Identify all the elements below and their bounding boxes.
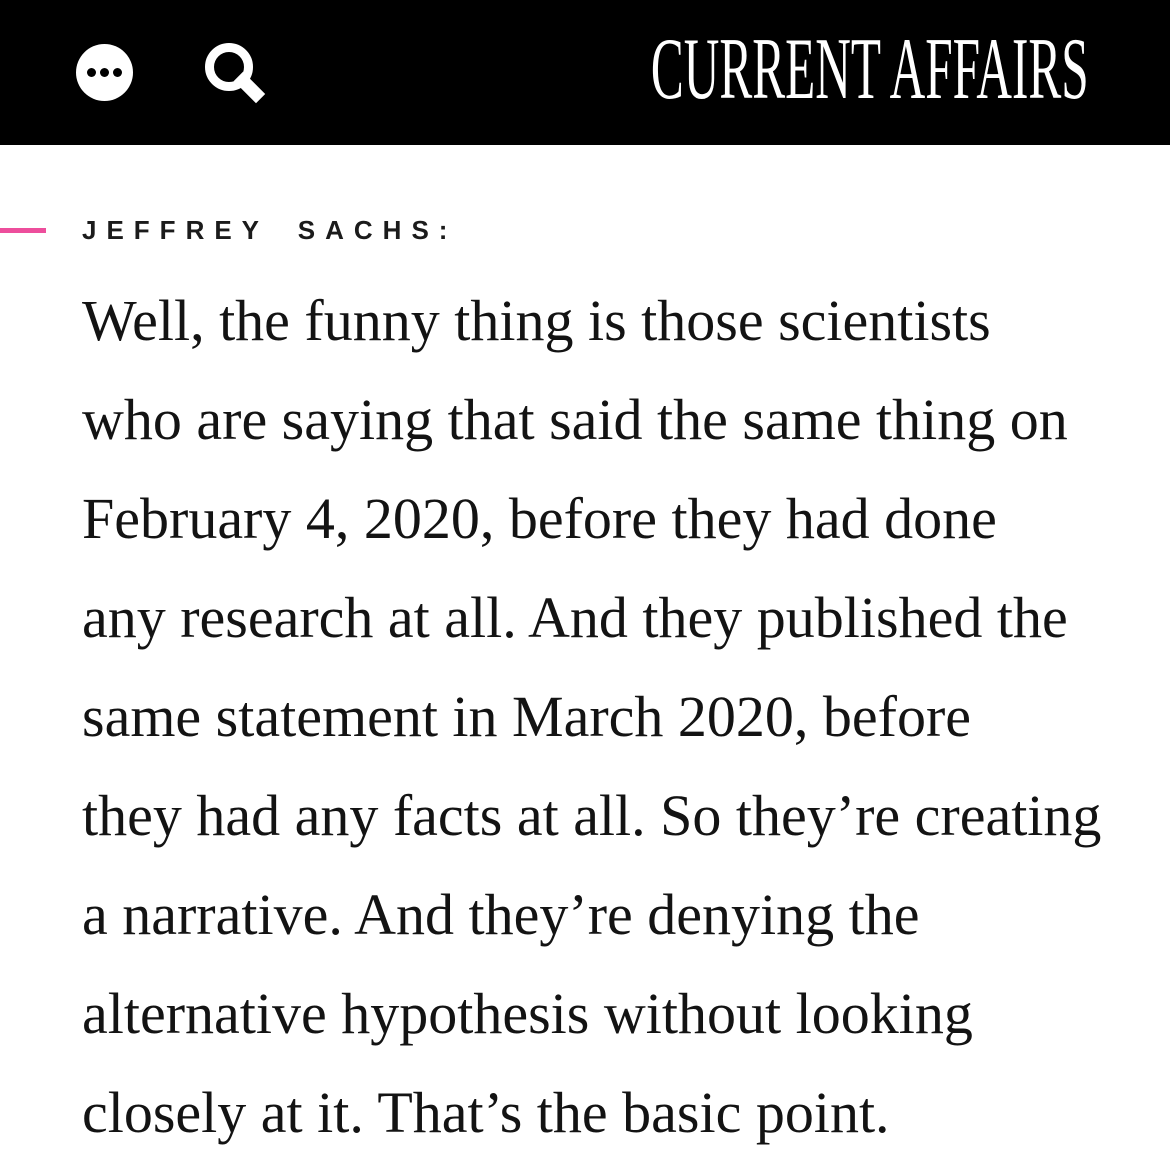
quote-paragraph [0,271,1170,1162]
brand-title[interactable]: CURRENT AFFAIRS [651,20,1089,118]
quote-line: February 4, 2020, before they had done [82,486,997,551]
quote-line: Well, the funny thing is those scientists [82,288,991,353]
quote-line: any research at all. And they published the [82,585,1068,650]
quote-line: who are saying that said the same thing on [82,387,1068,452]
menu-button[interactable] [76,44,133,101]
accent-dash [0,228,46,233]
ellipsis-icon [87,68,122,77]
app-header [0,0,1170,145]
speaker-label: JEFFREY SACHS: [82,215,458,245]
article-body [0,215,1170,1162]
quote-line: same statement in March 2020, before [82,684,972,749]
search-icon [199,37,271,109]
speaker-row [0,215,1170,245]
quote-line: closely at it. That’s the basic point. [82,1080,890,1145]
quote-line: alternative hypothesis without looking [82,981,973,1046]
quote-line: a narrative. And they’re denying the [82,882,920,947]
search-button[interactable] [199,37,271,109]
quote-line: they had any facts at all. So they’re creating [82,783,1102,848]
